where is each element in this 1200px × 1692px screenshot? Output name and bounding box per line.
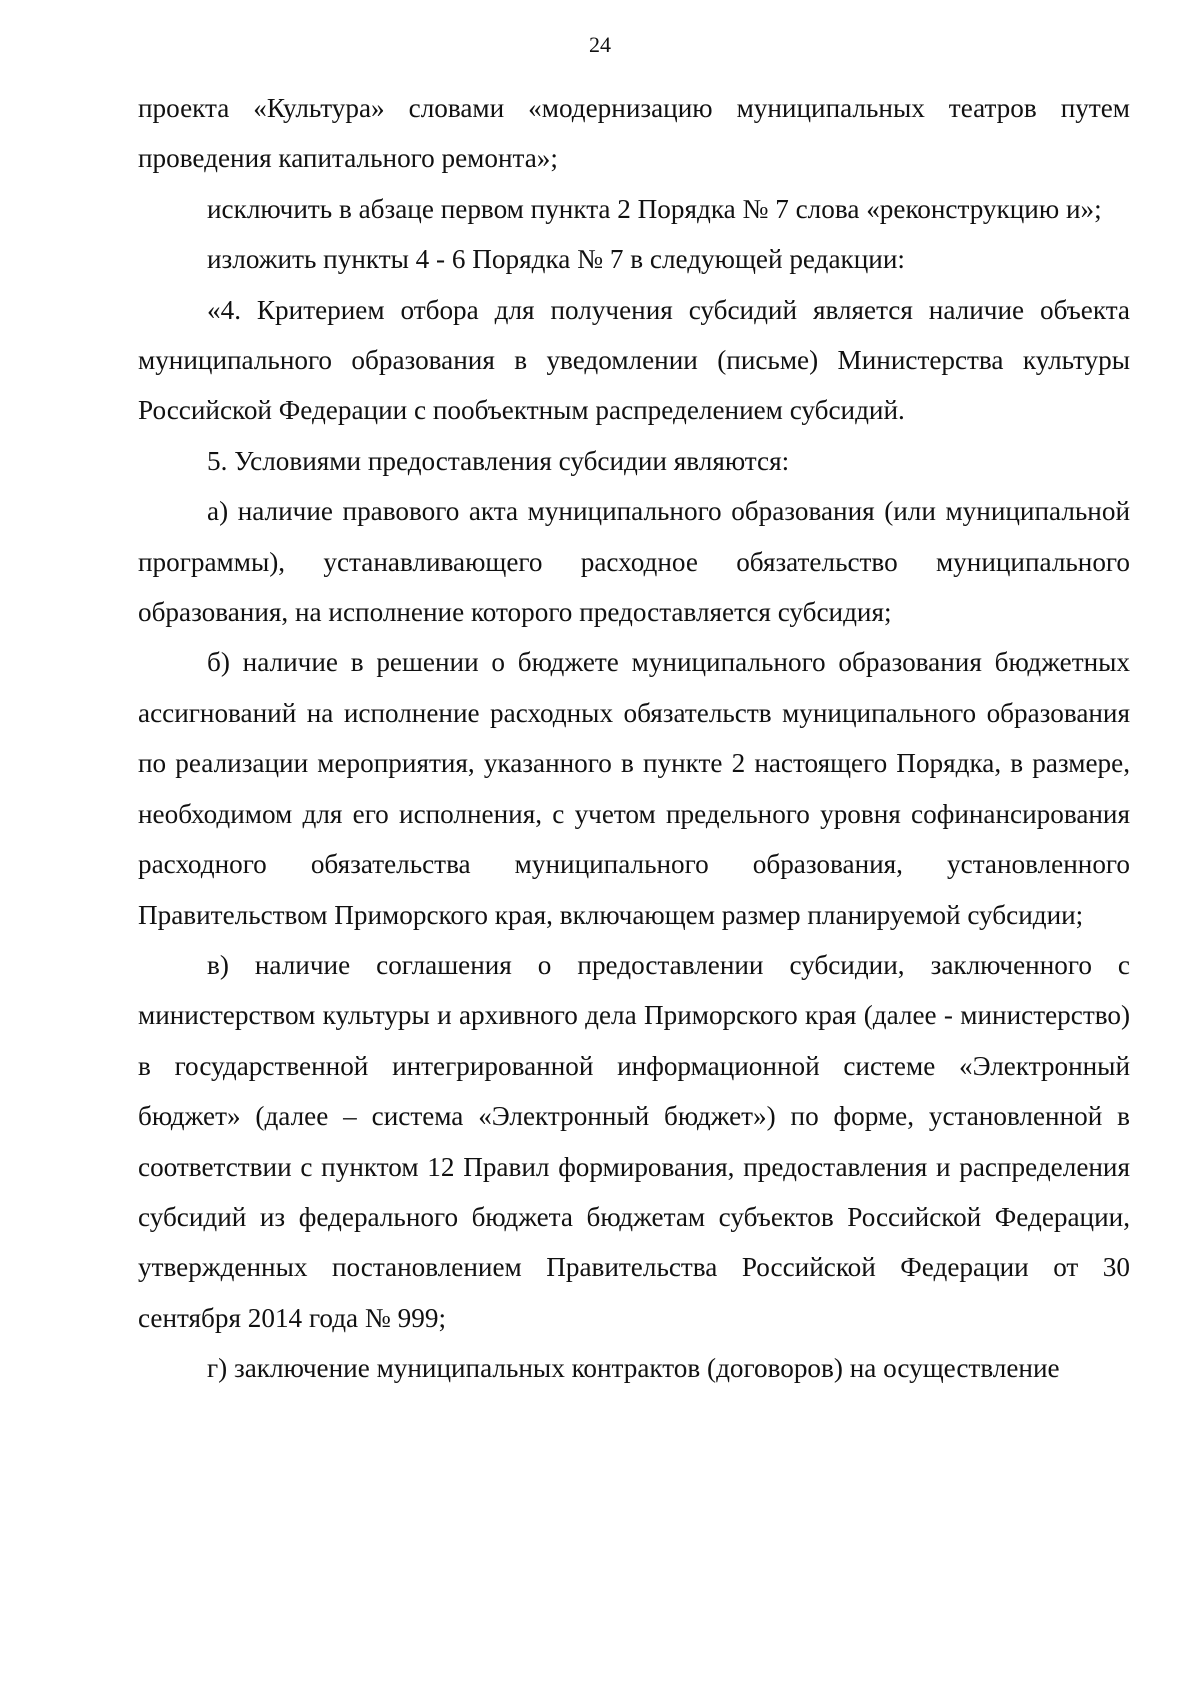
paragraph-culture-project: проекта «Культура» словами «модернизацию муниципальных театров путем проведения капитального ремонта»;	[138, 93, 1130, 174]
paragraph-exclude-words: исключить в абзаце первом пункта 2 Порядка № 7 слова «реконструкцию и»;	[207, 193, 1102, 224]
paragraph-condition-a: а) наличие правового акта муниципального образования (или муниципальной программы), устанавливающего расходное обязательство муниципального образования, на исполнение которого предоставляется субсидия;	[138, 496, 1130, 628]
paragraph-condition-g: г) заключение муниципальных контрактов (договоров) на осуществление	[207, 1353, 1060, 1384]
paragraph-condition-b: б) наличие в решении о бюджете муниципального образования бюджетных ассигнований на исполнение расходных обязательств муниципального образования по реализации мероприятия, указанного в пункте 2 настоящего Порядка, в размере, необходимом для его исполнения, с учетом предельного уровня софинансирования расходного обязательства муниципального образования, установленного Правительством Приморского края, включающем размер планируемой субсидии;	[138, 647, 1130, 930]
paragraph-restate-points: изложить пункты 4 - 6 Порядка № 7 в следующей редакции:	[207, 244, 905, 275]
page-number: 24	[589, 32, 611, 57]
paragraph-point-4-criterion: «4. Критерием отбора для получения субсидий является наличие объекта муниципального образования в уведомлении (письме) Министерства культуры Российской Федерации с пообъектным распределением субсидий.	[138, 294, 1130, 426]
document-body	[138, 83, 1130, 1394]
paragraph-point-5-conditions: 5. Условиями предоставления субсидии являются:	[207, 445, 790, 476]
paragraph-condition-v: в) наличие соглашения о предоставлении субсидии, заключенного с министерством культуры и архивного дела Приморского края (далее - министерство) в государственной интегрированной информационной системе «Электронный бюджет» (далее – система «Электронный бюджет») по форме, установленной в соответствии с пунктом 12 Правил формирования, предоставления и распределения субсидий из федерального бюджета бюджетам субъектов Российской Федерации, утвержденных постановлением Правительства Российской Федерации от 30 сентября 2014 года № 999;	[138, 949, 1130, 1333]
